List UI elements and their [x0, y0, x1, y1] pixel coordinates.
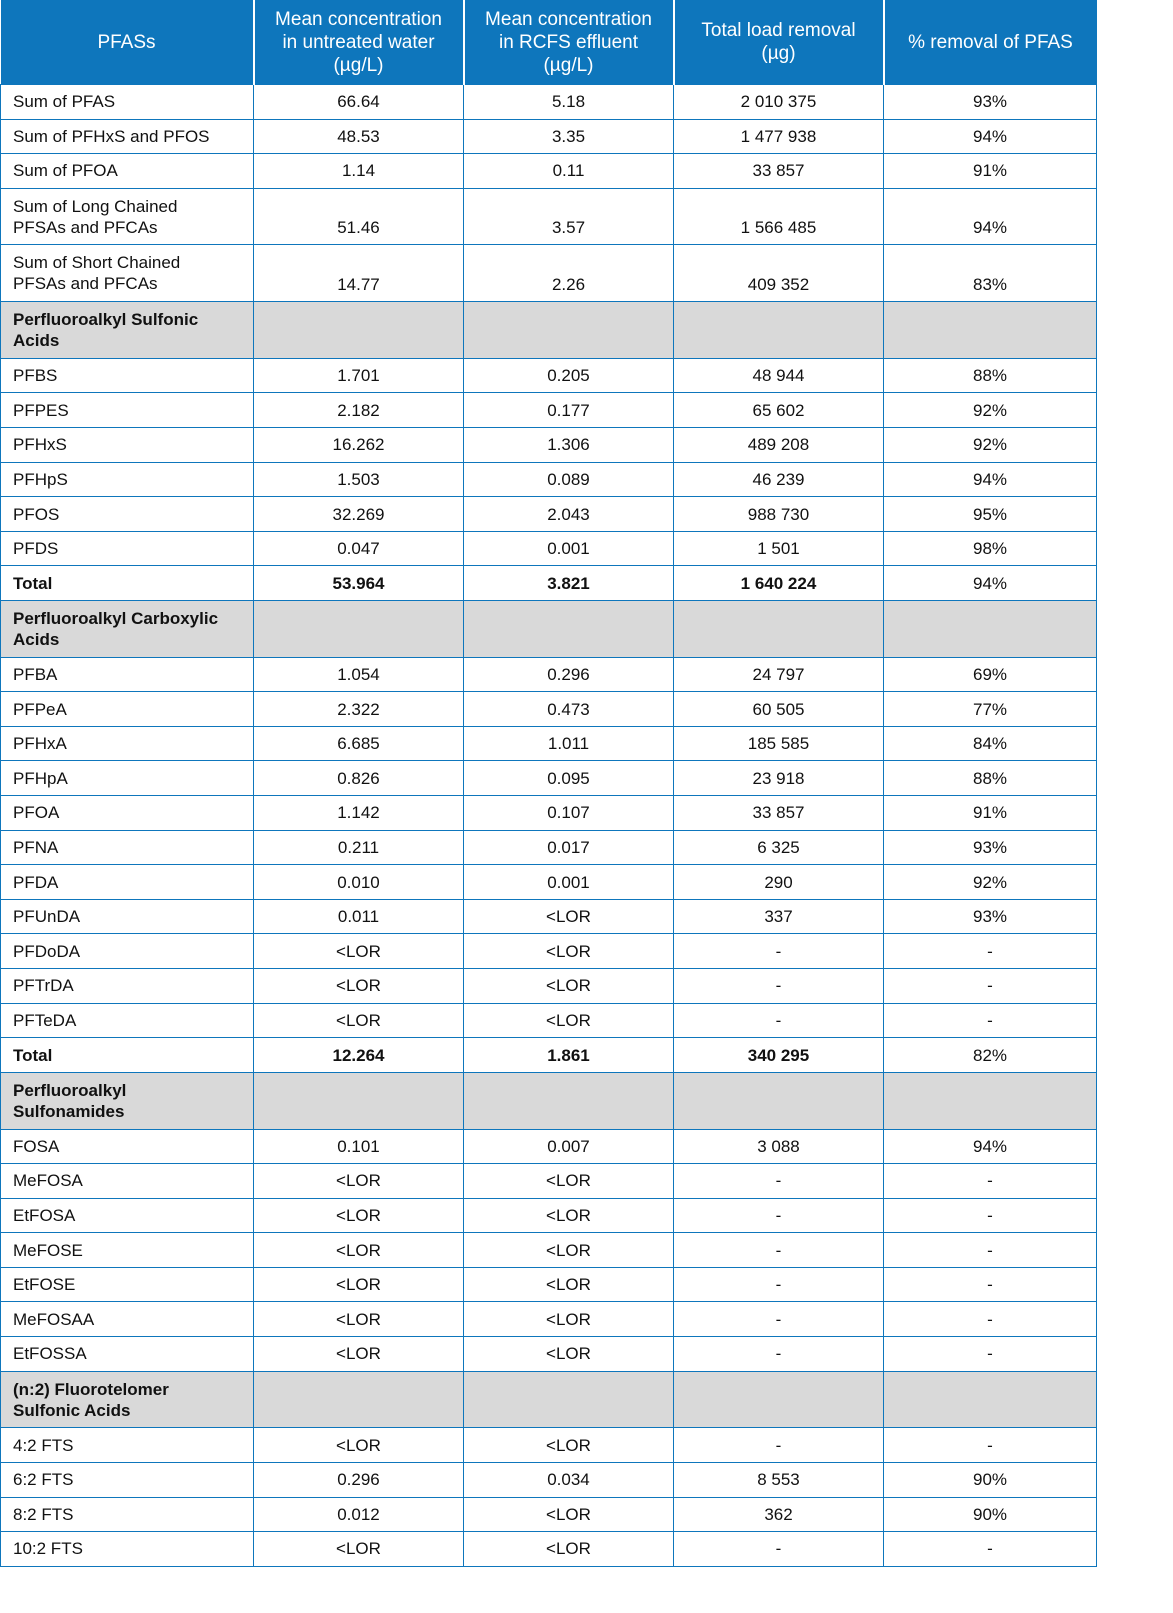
load-removal-cell: 409 352: [674, 245, 884, 302]
untreated-concentration-cell: 1.054: [254, 657, 464, 692]
untreated-concentration-cell: [254, 1072, 464, 1129]
pfas-name-cell: [1, 1428, 254, 1463]
load-removal-cell: -: [674, 1267, 884, 1302]
section-title: [1, 302, 254, 359]
effluent-concentration-cell: 2.043: [464, 497, 674, 532]
percent-removal-cell: -: [884, 1428, 1097, 1463]
percent-removal-cell: -: [884, 1532, 1097, 1567]
load-removal-cell: 24 797: [674, 657, 884, 692]
pfas-name-line: Sum of Long Chained: [13, 196, 178, 216]
table-row: [1, 1267, 1097, 1302]
load-removal-cell: -: [674, 1532, 884, 1567]
pfas-name-line: FOSA: [13, 1136, 60, 1156]
effluent-concentration-cell: 0.296: [464, 657, 674, 692]
percent-removal-cell: 69%: [884, 657, 1097, 692]
effluent-concentration-cell: 0.205: [464, 358, 674, 393]
table-row: [1, 119, 1097, 154]
effluent-concentration-cell: <LOR: [464, 1198, 674, 1233]
total-row: [1, 1038, 1097, 1073]
pfas-name-cell: [1, 358, 254, 393]
table-row: [1, 692, 1097, 727]
untreated-concentration-cell: 0.101: [254, 1129, 464, 1164]
percent-removal-cell: 94%: [884, 462, 1097, 497]
table-row: [1, 969, 1097, 1004]
percent-removal-cell: 91%: [884, 796, 1097, 831]
pfas-name-cell: [1, 154, 254, 189]
table-row: [1, 1302, 1097, 1337]
pfas-name-cell: [1, 531, 254, 566]
percent-removal-cell: 95%: [884, 497, 1097, 532]
untreated-concentration-cell: [254, 302, 464, 359]
pfas-name-line: PFNA: [13, 837, 59, 857]
pfas-name-line: Perfluoroalkyl: [13, 1080, 127, 1100]
percent-removal-cell: -: [884, 1003, 1097, 1038]
effluent-concentration-cell: <LOR: [464, 1164, 674, 1199]
load-removal-cell: 362: [674, 1497, 884, 1532]
untreated-concentration-cell: 53.964: [254, 566, 464, 601]
untreated-concentration-cell: 66.64: [254, 85, 464, 120]
untreated-concentration-cell: 0.826: [254, 761, 464, 796]
effluent-concentration-cell: 3.57: [464, 188, 674, 245]
pfas-name-cell: [1, 497, 254, 532]
effluent-concentration-cell: 1.306: [464, 428, 674, 463]
untreated-concentration-cell: [254, 1371, 464, 1428]
pfas-name-line: PFDoDA: [13, 941, 81, 961]
header-line: (µg/L): [333, 54, 384, 76]
pfas-name-cell: [1, 865, 254, 900]
load-removal-cell: -: [674, 1003, 884, 1038]
table-row: [1, 358, 1097, 393]
effluent-concentration-cell: 5.18: [464, 85, 674, 120]
pfas-name-line: PFPeA: [13, 699, 67, 719]
untreated-concentration-cell: 51.46: [254, 188, 464, 245]
header-line: in RCFS effluent: [498, 31, 639, 53]
effluent-concentration-cell: 2.26: [464, 245, 674, 302]
pfas-name-line: Perfluoroalkyl Carboxylic: [13, 608, 219, 628]
effluent-concentration-cell: 0.107: [464, 796, 674, 831]
untreated-concentration-cell: 2.182: [254, 393, 464, 428]
untreated-concentration-cell: 6.685: [254, 726, 464, 761]
percent-removal-cell: -: [884, 1267, 1097, 1302]
pfas-name-line: Sulfonamides: [13, 1101, 125, 1121]
untreated-concentration-cell: <LOR: [254, 1337, 464, 1372]
pfas-name-cell: [1, 1337, 254, 1372]
percent-removal-cell: 94%: [884, 1129, 1097, 1164]
pfas-name-line: 4:2 FTS: [13, 1435, 74, 1455]
pfas-name-line: PFHxS: [13, 435, 67, 455]
effluent-concentration-cell: 0.007: [464, 1129, 674, 1164]
percent-removal-cell: 94%: [884, 566, 1097, 601]
load-removal-cell: 988 730: [674, 497, 884, 532]
pfas-name-line: PFSAs and PFCAs: [13, 274, 158, 294]
percent-removal-cell: 82%: [884, 1038, 1097, 1073]
effluent-concentration-cell: 3.35: [464, 119, 674, 154]
load-removal-cell: 489 208: [674, 428, 884, 463]
load-removal-cell: 48 944: [674, 358, 884, 393]
table-row: [1, 726, 1097, 761]
percent-removal-cell: 93%: [884, 85, 1097, 120]
load-removal-cell: [674, 1371, 884, 1428]
table-row: [1, 1428, 1097, 1463]
untreated-concentration-cell: 0.012: [254, 1497, 464, 1532]
section-header-row: [1, 601, 1097, 658]
pfas-name-cell: [1, 692, 254, 727]
section-title: [1, 1072, 254, 1129]
untreated-concentration-cell: 1.503: [254, 462, 464, 497]
total-row: [1, 566, 1097, 601]
pfas-name-line: Sulfonic Acids: [13, 1400, 131, 1420]
pfas-name-line: Sum of PFAS: [13, 92, 116, 112]
pfas-name-line: Total: [13, 1045, 53, 1065]
load-removal-cell: 1 566 485: [674, 188, 884, 245]
pfas-name-cell: [1, 85, 254, 120]
pfas-name-cell: [1, 934, 254, 969]
load-removal-cell: 1 501: [674, 531, 884, 566]
pfas-name-line: (n:2) Fluorotelomer: [13, 1379, 169, 1399]
untreated-concentration-cell: 12.264: [254, 1038, 464, 1073]
pfas-name-line: Acids: [13, 629, 60, 649]
percent-removal-cell: 92%: [884, 428, 1097, 463]
untreated-concentration-cell: 1.142: [254, 796, 464, 831]
effluent-concentration-cell: <LOR: [464, 1428, 674, 1463]
effluent-concentration-cell: 0.095: [464, 761, 674, 796]
effluent-concentration-cell: <LOR: [464, 1497, 674, 1532]
percent-removal-cell: 90%: [884, 1497, 1097, 1532]
load-removal-cell: -: [674, 934, 884, 969]
percent-removal-cell: 92%: [884, 393, 1097, 428]
untreated-concentration-cell: 32.269: [254, 497, 464, 532]
table-row: [1, 531, 1097, 566]
table-row: [1, 245, 1097, 302]
header-line: (µg): [761, 43, 796, 64]
load-removal-cell: 65 602: [674, 393, 884, 428]
effluent-concentration-cell: <LOR: [464, 1337, 674, 1372]
effluent-concentration-cell: [464, 601, 674, 658]
percent-removal-cell: 84%: [884, 726, 1097, 761]
load-removal-cell: 60 505: [674, 692, 884, 727]
untreated-concentration-cell: 2.322: [254, 692, 464, 727]
load-removal-cell: -: [674, 1198, 884, 1233]
untreated-concentration-cell: 0.211: [254, 830, 464, 865]
pfas-name-cell: [1, 393, 254, 428]
percent-removal-cell: [884, 302, 1097, 359]
load-removal-cell: 33 857: [674, 154, 884, 189]
load-removal-cell: 33 857: [674, 796, 884, 831]
pfas-name-cell: [1, 428, 254, 463]
untreated-concentration-cell: 48.53: [254, 119, 464, 154]
pfas-name-cell: [1, 761, 254, 796]
untreated-concentration-cell: <LOR: [254, 1532, 464, 1567]
load-removal-cell: 46 239: [674, 462, 884, 497]
load-removal-cell: 1 640 224: [674, 566, 884, 601]
load-removal-cell: 1 477 938: [674, 119, 884, 154]
pfas-name-cell: [1, 1164, 254, 1199]
pfas-name-line: PFUnDA: [13, 907, 81, 927]
pfas-name-cell: [1, 657, 254, 692]
pfas-name-line: PFHxA: [13, 734, 67, 754]
header-line: % removal of PFAS: [908, 31, 1073, 53]
header-row: [1, 0, 1097, 85]
effluent-concentration-cell: <LOR: [464, 969, 674, 1004]
untreated-concentration-cell: 0.296: [254, 1462, 464, 1497]
percent-removal-cell: 94%: [884, 188, 1097, 245]
untreated-concentration-cell: [254, 601, 464, 658]
header-line: Total load removal: [701, 20, 856, 41]
table-row: [1, 1198, 1097, 1233]
percent-removal-cell: -: [884, 1164, 1097, 1199]
untreated-concentration-cell: <LOR: [254, 1003, 464, 1038]
section-title: [1, 1371, 254, 1428]
untreated-concentration-cell: <LOR: [254, 1302, 464, 1337]
pfas-name-cell: [1, 1302, 254, 1337]
header-line: in untreated water: [282, 31, 435, 53]
percent-removal-cell: 83%: [884, 245, 1097, 302]
effluent-concentration-cell: 0.001: [464, 865, 674, 900]
section-header-row: [1, 1072, 1097, 1129]
untreated-concentration-cell: 14.77: [254, 245, 464, 302]
untreated-concentration-cell: 1.701: [254, 358, 464, 393]
load-removal-cell: -: [674, 1337, 884, 1372]
load-removal-cell: 8 553: [674, 1462, 884, 1497]
percent-removal-cell: 91%: [884, 154, 1097, 189]
pfas-name-line: MeFOSAA: [13, 1309, 95, 1329]
untreated-concentration-cell: 16.262: [254, 428, 464, 463]
pfas-name-cell: [1, 899, 254, 934]
pfas-name-cell: [1, 726, 254, 761]
untreated-concentration-cell: <LOR: [254, 1428, 464, 1463]
load-removal-cell: 3 088: [674, 1129, 884, 1164]
pfas-name-cell: [1, 1233, 254, 1268]
effluent-concentration-cell: 0.034: [464, 1462, 674, 1497]
effluent-concentration-cell: 1.011: [464, 726, 674, 761]
effluent-concentration-cell: 0.001: [464, 531, 674, 566]
percent-removal-cell: -: [884, 969, 1097, 1004]
effluent-concentration-cell: [464, 1371, 674, 1428]
pfas-name-line: 6:2 FTS: [13, 1470, 74, 1490]
effluent-concentration-cell: <LOR: [464, 1267, 674, 1302]
header-line: (µg/L): [543, 54, 594, 76]
table-row: [1, 1233, 1097, 1268]
pfas-name-line: Sum of PFOA: [13, 161, 118, 181]
pfas-name-line: PFHpS: [13, 469, 68, 489]
pfas-name-cell: [1, 1267, 254, 1302]
table-row: [1, 393, 1097, 428]
table-body: [1, 85, 1097, 1567]
effluent-concentration-cell: <LOR: [464, 899, 674, 934]
header-line: Mean concentration: [275, 8, 442, 30]
percent-removal-cell: 77%: [884, 692, 1097, 727]
pfas-name-line: PFPES: [13, 400, 69, 420]
percent-removal-cell: -: [884, 934, 1097, 969]
effluent-concentration-cell: <LOR: [464, 1302, 674, 1337]
untreated-concentration-cell: <LOR: [254, 1198, 464, 1233]
table-row: [1, 1532, 1097, 1567]
effluent-concentration-cell: 0.089: [464, 462, 674, 497]
load-removal-cell: -: [674, 1164, 884, 1199]
table-header: [1, 0, 1097, 85]
percent-removal-cell: -: [884, 1198, 1097, 1233]
header-mean-untreated: [254, 0, 464, 85]
table-row: [1, 761, 1097, 796]
header-line: Mean concentration: [485, 8, 652, 30]
untreated-concentration-cell: <LOR: [254, 969, 464, 1004]
pfas-name-line: PFBA: [13, 664, 58, 684]
pfas-name-cell: [1, 245, 254, 302]
table-row: [1, 865, 1097, 900]
effluent-concentration-cell: <LOR: [464, 1003, 674, 1038]
load-removal-cell: 337: [674, 899, 884, 934]
pfas-name-cell: [1, 1462, 254, 1497]
effluent-concentration-cell: 0.177: [464, 393, 674, 428]
load-removal-cell: -: [674, 1233, 884, 1268]
table-row: [1, 1129, 1097, 1164]
pfas-name-line: PFOS: [13, 504, 60, 524]
section-header-row: [1, 302, 1097, 359]
effluent-concentration-cell: 0.017: [464, 830, 674, 865]
pfas-name-line: PFDS: [13, 539, 59, 559]
pfas-name-line: Sum of PFHxS and PFOS: [13, 126, 210, 146]
effluent-concentration-cell: [464, 302, 674, 359]
percent-removal-cell: 94%: [884, 119, 1097, 154]
table-row: [1, 934, 1097, 969]
percent-removal-cell: [884, 1371, 1097, 1428]
percent-removal-cell: 88%: [884, 358, 1097, 393]
table-row: [1, 1497, 1097, 1532]
section-header-row: [1, 1371, 1097, 1428]
percent-removal-cell: 88%: [884, 761, 1097, 796]
pfas-name-line: PFTeDA: [13, 1010, 77, 1030]
effluent-concentration-cell: 0.11: [464, 154, 674, 189]
load-removal-cell: [674, 1072, 884, 1129]
pfas-name-cell: [1, 796, 254, 831]
pfas-name-cell: [1, 1038, 254, 1073]
percent-removal-cell: -: [884, 1302, 1097, 1337]
percent-removal-cell: 90%: [884, 1462, 1097, 1497]
pfas-name-line: Total: [13, 573, 53, 593]
untreated-concentration-cell: 0.010: [254, 865, 464, 900]
pfas-name-line: EtFOSE: [13, 1275, 76, 1295]
pfas-name-line: PFHpA: [13, 768, 68, 788]
table-row: [1, 796, 1097, 831]
pfas-name-line: PFOA: [13, 803, 60, 823]
table-row: [1, 154, 1097, 189]
header-line: PFASs: [97, 31, 156, 53]
pfas-name-line: 8:2 FTS: [13, 1504, 74, 1524]
table-row: [1, 830, 1097, 865]
table-row: [1, 1337, 1097, 1372]
table-row: [1, 497, 1097, 532]
pfas-name-cell: [1, 462, 254, 497]
header-pfass: [1, 0, 254, 85]
pfas-name-line: Sum of Short Chained: [13, 253, 181, 273]
percent-removal-cell: 93%: [884, 830, 1097, 865]
percent-removal-cell: [884, 601, 1097, 658]
percent-removal-cell: [884, 1072, 1097, 1129]
table-row: [1, 462, 1097, 497]
untreated-concentration-cell: 0.047: [254, 531, 464, 566]
load-removal-cell: -: [674, 969, 884, 1004]
header-percent-removal: [884, 0, 1097, 85]
pfas-name-cell: [1, 119, 254, 154]
effluent-concentration-cell: 1.861: [464, 1038, 674, 1073]
percent-removal-cell: 92%: [884, 865, 1097, 900]
table-row: [1, 85, 1097, 120]
effluent-concentration-cell: <LOR: [464, 1532, 674, 1567]
pfas-name-cell: [1, 566, 254, 601]
table-row: [1, 657, 1097, 692]
pfas-name-line: PFDA: [13, 872, 59, 892]
header-total-load: [674, 0, 884, 85]
pfas-name-cell: [1, 1129, 254, 1164]
pfas-name-line: PFBS: [13, 366, 58, 386]
percent-removal-cell: -: [884, 1233, 1097, 1268]
table-row: [1, 899, 1097, 934]
pfas-name-line: PFTrDA: [13, 976, 74, 996]
load-removal-cell: 185 585: [674, 726, 884, 761]
untreated-concentration-cell: 0.011: [254, 899, 464, 934]
load-removal-cell: [674, 302, 884, 359]
load-removal-cell: -: [674, 1302, 884, 1337]
table-row: [1, 1164, 1097, 1199]
header-mean-effluent: [464, 0, 674, 85]
untreated-concentration-cell: 1.14: [254, 154, 464, 189]
pfas-name-line: Perfluoroalkyl Sulfonic: [13, 310, 199, 329]
percent-removal-cell: 98%: [884, 531, 1097, 566]
table-row: [1, 188, 1097, 245]
load-removal-cell: -: [674, 1428, 884, 1463]
pfas-name-line: MeFOSE: [13, 1240, 83, 1260]
load-removal-cell: 6 325: [674, 830, 884, 865]
table-row: [1, 1003, 1097, 1038]
effluent-concentration-cell: <LOR: [464, 1233, 674, 1268]
percent-removal-cell: 93%: [884, 899, 1097, 934]
untreated-concentration-cell: <LOR: [254, 1267, 464, 1302]
effluent-concentration-cell: [464, 1072, 674, 1129]
pfas-name-line: Acids: [13, 331, 60, 350]
section-title: [1, 601, 254, 658]
effluent-concentration-cell: <LOR: [464, 934, 674, 969]
load-removal-cell: 340 295: [674, 1038, 884, 1073]
pfas-name-cell: [1, 1532, 254, 1567]
pfas-name-cell: [1, 188, 254, 245]
pfas-name-cell: [1, 1198, 254, 1233]
pfas-name-cell: [1, 830, 254, 865]
pfas-name-line: EtFOSSA: [13, 1344, 87, 1364]
pfas-name-cell: [1, 1497, 254, 1532]
load-removal-cell: [674, 601, 884, 658]
effluent-concentration-cell: 0.473: [464, 692, 674, 727]
untreated-concentration-cell: <LOR: [254, 1164, 464, 1199]
load-removal-cell: 23 918: [674, 761, 884, 796]
load-removal-cell: 290: [674, 865, 884, 900]
pfas-name-line: EtFOSA: [13, 1205, 76, 1225]
pfas-name-line: PFSAs and PFCAs: [13, 217, 158, 237]
pfas-name-cell: [1, 1003, 254, 1038]
pfas-name-cell: [1, 969, 254, 1004]
table-row: [1, 1462, 1097, 1497]
untreated-concentration-cell: <LOR: [254, 934, 464, 969]
load-removal-cell: 2 010 375: [674, 85, 884, 120]
untreated-concentration-cell: <LOR: [254, 1233, 464, 1268]
pfas-name-line: 10:2 FTS: [13, 1539, 83, 1559]
effluent-concentration-cell: 3.821: [464, 566, 674, 601]
table-row: [1, 428, 1097, 463]
pfas-name-line: MeFOSA: [13, 1171, 83, 1191]
percent-removal-cell: -: [884, 1337, 1097, 1372]
